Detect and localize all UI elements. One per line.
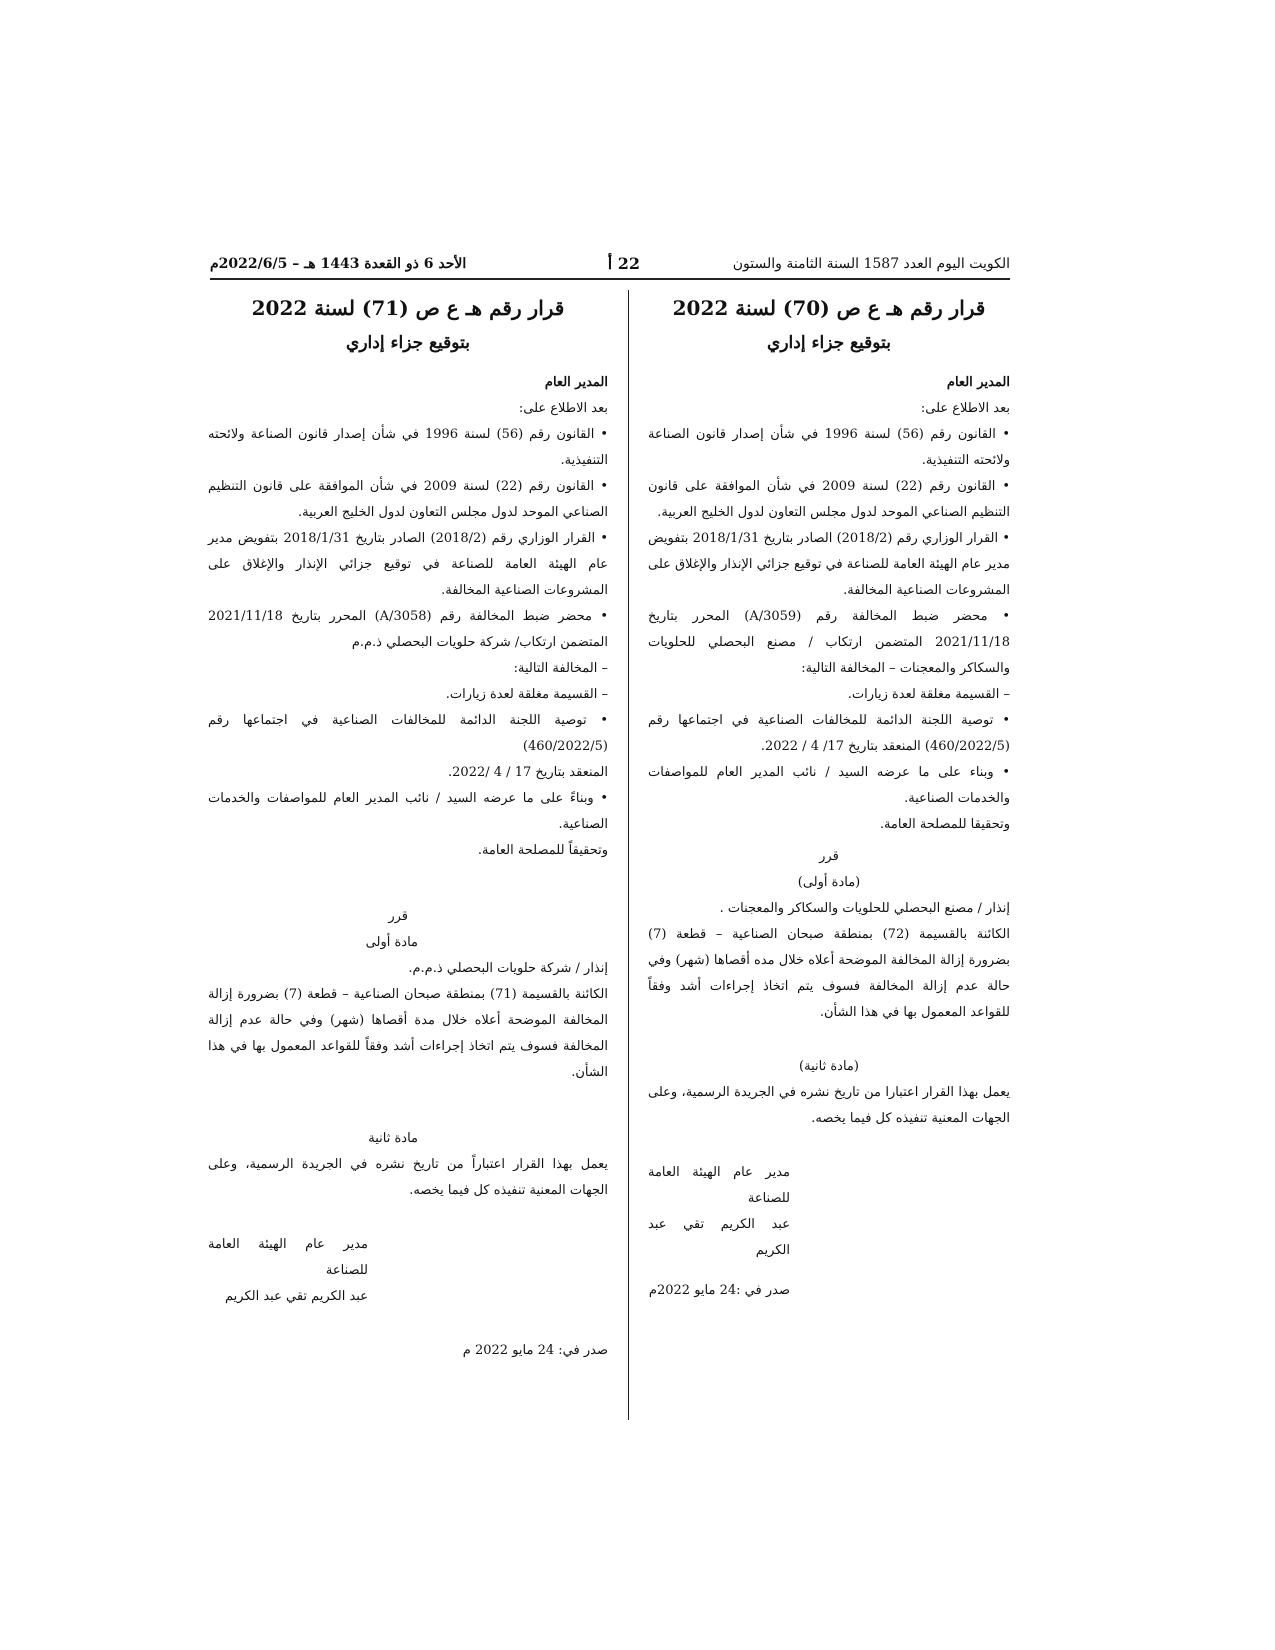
header-date: الأحد 6 ذو القعدة 1443 هـ – 2022/6/5م: [210, 256, 467, 272]
decision-71-article-1-line-2: الكائنة بالقسيمة (71) بمنطقة صبحان الصناعية – قطعة (7) بضرورة إزالة المخالفة الموضحة أعلاه خلال مدة أقصاها (شهر) وفي حالة عدم إزالة المخالفة فسوف يتم اتخاذ إجراءات أشد وفقاً للقواعد المعمول بها في هذا الشأن.: [208, 987, 608, 1080]
decision-71-column: [208, 290, 608, 1364]
decision-71-violation: – القسيمة مغلقة لعدة زيارات.: [445, 687, 608, 702]
page-header: [210, 248, 1010, 280]
decision-70-issue-date: صدر في :24 مايو 2022م: [648, 1283, 790, 1298]
decision-71-article-2-text: يعمل بهذا القرار اعتباراً من تاريخ نشره في الجريدة الرسمية، وعلى الجهات المعنية تنفيذه كل فيما يخصه.: [208, 1157, 608, 1198]
decision-71-issue-date: صدر في: 24 مايو 2022 م: [462, 1343, 608, 1358]
decision-71-bullet-3: • القرار الوزاري رقم (2018/2) الصادر بتاريخ 2018/1/31 بتفويض مدير عام الهيئة العامة للصناعة في توقيع جزائي الإنذار والإغلاق على المشروعات الصناعية المخالفة.: [208, 531, 608, 598]
decision-70-bullet-4: • محضر ضبط المخالفة رقم (A/3059) المحرر بتاريخ 2021/11/18 المتضمن ارتكاب / مصنع البحصلي للحلويات والسكاكر والمعجنات – المخالفة التالية:: [648, 609, 1010, 676]
decision-70-column: [648, 290, 1010, 1304]
decision-70-article-2-heading: (مادة ثانية): [799, 1059, 859, 1074]
decision-71-decided: قرر: [388, 909, 408, 924]
decision-70-article-1-line-1: إنذار / مصنع البحصلي للحلويات والسكاكر والمعجنات .: [719, 901, 1010, 916]
decision-71-bullet-6: • وبناءً على ما عرضه السيد / نائب المدير العام للمواصفات والخدمات الصناعية.: [208, 791, 608, 832]
decision-71-violation-heading: – المخالفة التالية:: [513, 661, 608, 676]
decision-70-article-1-line-2: الكائنة بالقسيمة (72) بمنطقة صبحان الصناعية – قطعة (7) بضرورة إزالة المخالفة الموضحة أعلاه خلال مده أقصاها (شهر) وفي حالة عدم إزالة المخالفة فسوف يتم اتخاذ إجراءات أشد وفقاً للقواعد المعمول بها في هذا الشأن.: [648, 927, 1010, 1020]
decision-71-bullet-5-date: المنعقد بتاريخ 17 / 4 /2022.: [448, 765, 608, 780]
header-page-number: 22 أ: [607, 254, 640, 273]
decision-70-bullet-1: • القانون رقم (56) لسنة 1996 في شأن إصدار قانون الصناعة ولائحته التنفيذية.: [648, 427, 1010, 468]
decision-70-title: قرار رقم هـ ع ص (70) لسنة 2022: [672, 296, 986, 320]
decision-71-bullet-4: • محضر ضبط المخالفة رقم (3058/A) المحرر بتاريخ 2021/11/18 المتضمن ارتكاب/ شركة حلويات البحصلي ذ.م.م: [208, 609, 608, 650]
decision-70-signatory-name: عبد الكريم تقي عبد الكريم: [648, 1217, 790, 1258]
decision-71-article-2-heading: مادة ثانية: [368, 1131, 418, 1146]
decision-70-subtitle: بتوقيع جزاء إداري: [767, 333, 891, 353]
decision-71-public-interest: وتحقيقاً للمصلحة العامة.: [477, 843, 608, 858]
decision-70-bullet-3: • القرار الوزاري رقم (2018/2) الصادر بتاريخ 2018/1/31 بتفويض مدير عام الهيئة العامة للصناعة في توقيع جزائي الإنذار والإغلاق على المشروعات الصناعية المخالفة.: [648, 531, 1010, 598]
decision-70-article-1-heading: (مادة أولى): [797, 875, 861, 890]
decision-70-violation: – القسيمة مغلقة لعدة زيارات.: [847, 687, 1010, 702]
decision-71-signatory-name: عبد الكريم تقي عبد الكريم: [225, 1289, 368, 1304]
decision-70-after-review: بعد الاطلاع على:: [920, 401, 1010, 416]
header-issue-info: الكويت اليوم العدد 1587 السنة الثامنة والستون: [732, 256, 1010, 272]
decision-71-subtitle: بتوقيع جزاء إداري: [346, 333, 470, 353]
decision-71-after-review: بعد الاطلاع على:: [518, 401, 608, 416]
decision-70-signatory-title: مدير عام الهيئة العامة للصناعة: [648, 1165, 790, 1206]
decision-71-bullet-5: • توصية اللجنة الدائمة للمخالفات الصناعية في اجتماعها رقم (460/2022/5): [208, 713, 608, 754]
decision-71-title: قرار رقم هـ ع ص (71) لسنة 2022: [251, 296, 565, 320]
decision-70-article-2-text: يعمل بهذا القرار اعتبارا من تاريخ نشره في الجريدة الرسمية، وعلى الجهات المعنية تنفيذه كل فيما يخصه.: [648, 1085, 1010, 1126]
decision-71-article-1-line-1: إنذار / شركة حلويات البحصلي ذ.م.م.: [408, 961, 608, 976]
decision-70-decided: قرر: [819, 849, 839, 864]
decision-70-bullet-5: • توصية اللجنة الدائمة للمخالفات الصناعية في اجتماعها رقم (460/2022/5) المنعقد بتاريخ 17/ 4 / 2022.: [648, 713, 1010, 754]
column-divider: [628, 290, 629, 1420]
decision-71-article-1-heading: مادة أولى: [365, 935, 418, 950]
decision-71-bullet-2: • القانون رقم (22) لسنة 2009 في شأن الموافقة على قانون التنظيم الصناعي الموحد لدول مجلس التعاون لدول الخليج العربية.: [208, 479, 608, 520]
decision-70-bullet-6: • وبناء على ما عرضه السيد / نائب المدير العام للمواصفات والخدمات الصناعية.: [648, 765, 1010, 806]
decision-71-director: المدير العام: [544, 375, 608, 390]
decision-71-signatory-title: مدير عام الهيئة العامة للصناعة: [208, 1237, 368, 1278]
decision-71-bullet-1: • القانون رقم (56) لسنة 1996 في شأن إصدار قانون الصناعة ولائحته التنفيذية.: [208, 427, 608, 468]
decision-70-public-interest: وتحقيقا للمصلحة العامة.: [879, 817, 1010, 832]
decision-70-bullet-2: • القانون رقم (22) لسنة 2009 في شأن الموافقة على قانون التنظيم الصناعي الموحد لدول مجلس التعاون لدول الخليج العربية.: [648, 479, 1010, 520]
decision-70-director: المدير العام: [946, 375, 1010, 390]
